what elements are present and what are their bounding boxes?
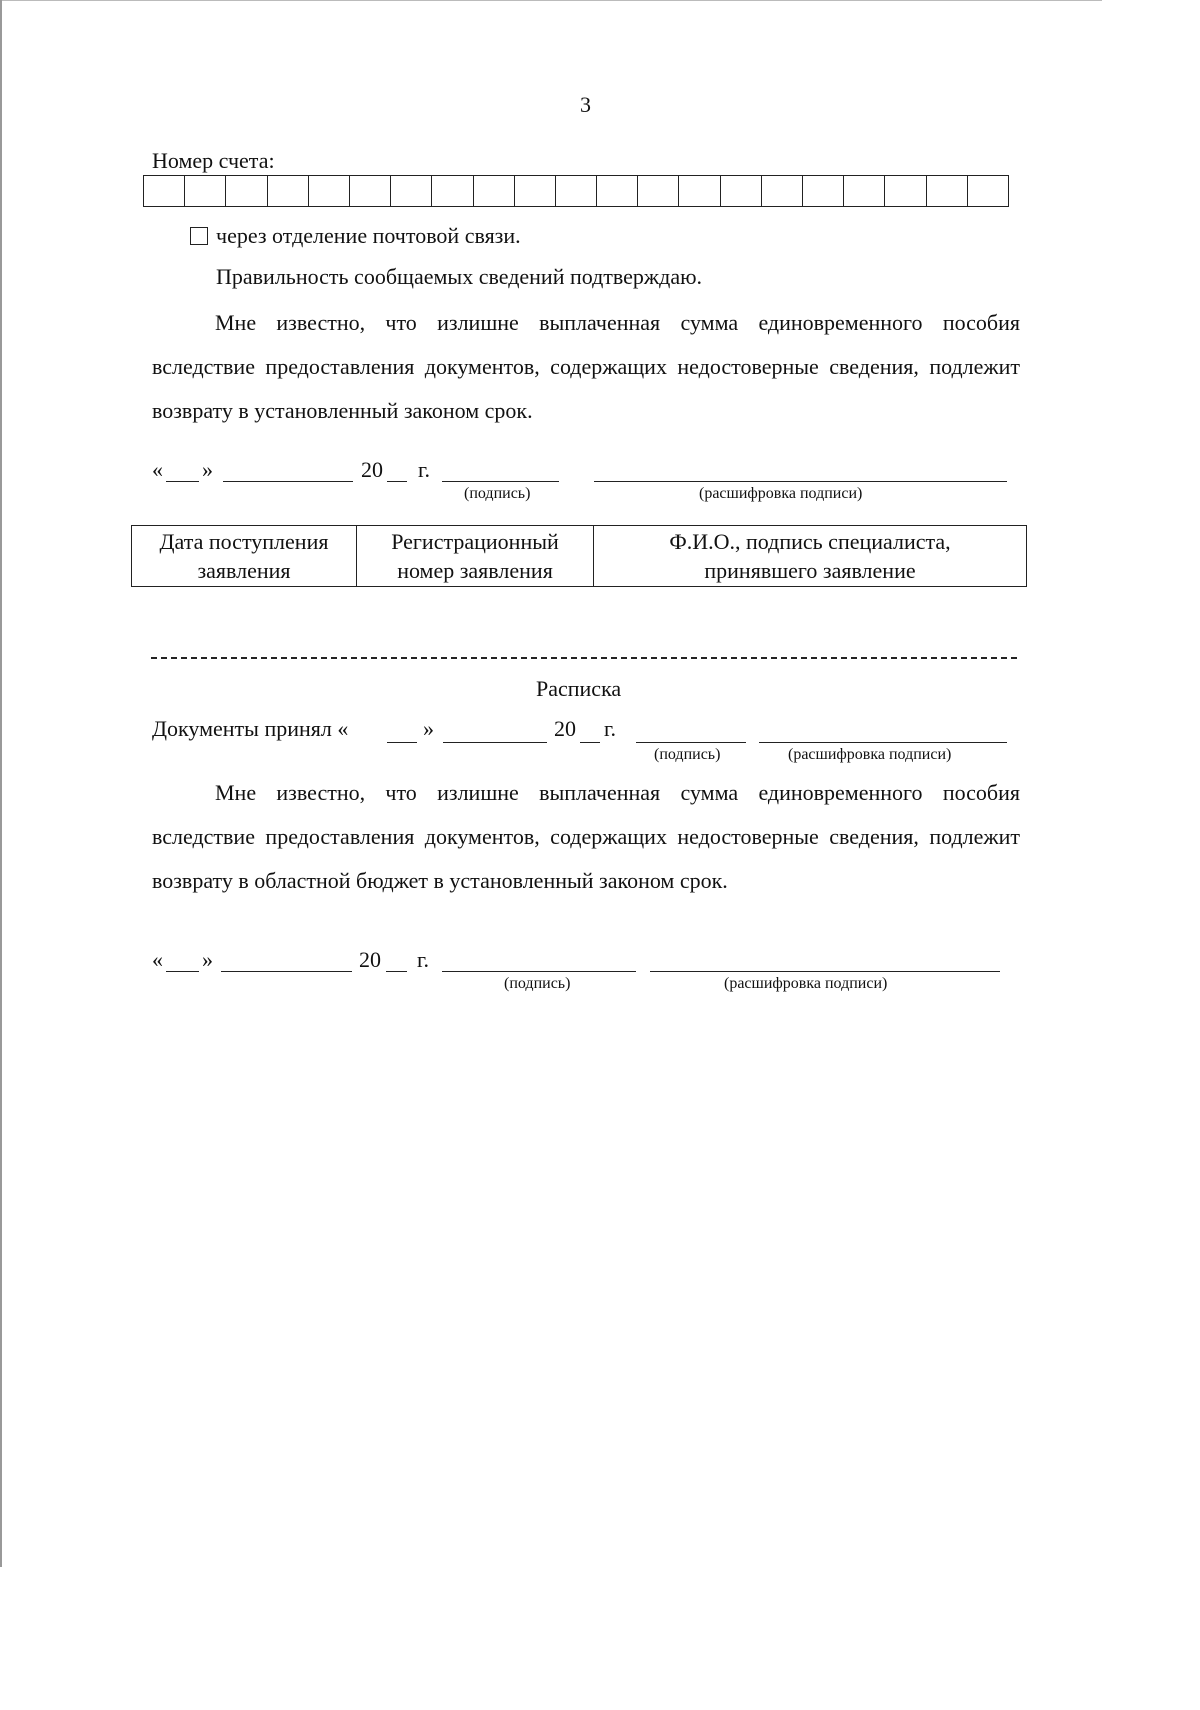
- year-suffix-2: г.: [417, 947, 430, 972]
- account-digit-cell[interactable]: [474, 176, 515, 206]
- receipt-signature-decode-caption: (расшифровка подписи): [788, 746, 952, 763]
- notice-paragraph-1: [152, 301, 1020, 433]
- table-header-cell-date: Дата поступления заявления: [132, 526, 357, 587]
- notice-1-text: Мне известно, что излишне выплаченная сумма единовременного пособия вследствие предоставления документов, содержащих недостоверные сведения, подлежит возврату в установленный законом срок.: [152, 310, 1020, 423]
- receipt-signature-decode-blank[interactable]: [759, 742, 1007, 743]
- postal-option-label: через отделение почтовой связи.: [216, 223, 521, 248]
- receipt-year-blank[interactable]: [580, 742, 600, 743]
- account-digit-cell[interactable]: [762, 176, 803, 206]
- account-digit-cell[interactable]: [391, 176, 432, 206]
- receipt-day-blank[interactable]: [387, 742, 417, 743]
- table-header-cell-reg-number: Регистрационный номер заявления: [357, 526, 594, 587]
- day-blank-2[interactable]: [166, 971, 199, 972]
- signature-decode-caption-1: (расшифровка подписи): [699, 485, 863, 502]
- receipt-title: Расписка: [536, 676, 622, 701]
- account-digit-cell[interactable]: [679, 176, 720, 206]
- page-number: 3: [580, 92, 591, 117]
- account-digit-cell[interactable]: [309, 176, 350, 206]
- month-blank-1[interactable]: [223, 481, 353, 482]
- account-digit-cell[interactable]: [844, 176, 885, 206]
- signature-caption-2: (подпись): [504, 975, 571, 992]
- account-digit-cell[interactable]: [638, 176, 679, 206]
- year-suffix-1: г.: [418, 457, 431, 482]
- notice-2-text: Мне известно, что излишне выплаченная сумма единовременного пособия вследствие предоставления документов, содержащих недостоверные сведения, подлежит возврату в областной бюджет в установленный законом срок.: [152, 780, 1020, 893]
- page-left-edge: [0, 0, 2, 1567]
- date-open-quote-2: «: [152, 947, 163, 972]
- signature-caption-1: (подпись): [464, 485, 531, 502]
- receipt-month-blank[interactable]: [443, 742, 547, 743]
- account-digit-cell[interactable]: [803, 176, 844, 206]
- account-digit-cell[interactable]: [268, 176, 309, 206]
- day-blank-1[interactable]: [166, 481, 199, 482]
- table-row: [132, 526, 1027, 587]
- confirmation-text: Правильность сообщаемых сведений подтверждаю.: [216, 264, 703, 289]
- account-digit-cell[interactable]: [226, 176, 267, 206]
- account-digit-cell[interactable]: [597, 176, 638, 206]
- year-blank-1[interactable]: [387, 481, 407, 482]
- postal-option-checkbox[interactable]: [190, 227, 208, 245]
- account-number-cells[interactable]: [143, 175, 1009, 207]
- month-blank-2[interactable]: [221, 971, 352, 972]
- receipt-signature-blank[interactable]: [636, 742, 746, 743]
- table-header-cell-specialist: Ф.И.О., подпись специалиста, принявшего заявление: [594, 526, 1027, 587]
- page-top-edge: [0, 0, 1102, 1]
- signature-blank-2[interactable]: [442, 971, 636, 972]
- receipt-close-quote: »: [423, 716, 434, 741]
- account-digit-cell[interactable]: [721, 176, 762, 206]
- notice-paragraph-2: [152, 771, 1020, 903]
- signature-decode-blank-2[interactable]: [650, 971, 1000, 972]
- date-close-quote-1: »: [202, 457, 213, 482]
- account-digit-cell[interactable]: [350, 176, 391, 206]
- receipt-year-suffix: г.: [604, 716, 617, 741]
- cut-line: [151, 657, 1017, 659]
- year-blank-2[interactable]: [386, 971, 407, 972]
- date-open-quote-1: «: [152, 457, 163, 482]
- documents-accepted-label: Документы принял «: [152, 716, 349, 741]
- signature-decode-blank-1[interactable]: [594, 481, 1007, 482]
- account-digit-cell[interactable]: [968, 176, 1008, 206]
- account-digit-cell[interactable]: [515, 176, 556, 206]
- account-digit-cell[interactable]: [927, 176, 968, 206]
- date-close-quote-2: »: [202, 947, 213, 972]
- signature-blank-1[interactable]: [442, 481, 559, 482]
- account-digit-cell[interactable]: [144, 176, 185, 206]
- account-number-label: Номер счета:: [152, 148, 275, 173]
- year-prefix-2: 20: [359, 947, 381, 972]
- account-digit-cell[interactable]: [432, 176, 473, 206]
- signature-decode-caption-2: (расшифровка подписи): [724, 975, 888, 992]
- receipt-year-prefix: 20: [554, 716, 576, 741]
- registration-table: [131, 525, 1027, 587]
- account-digit-cell[interactable]: [556, 176, 597, 206]
- account-digit-cell[interactable]: [185, 176, 226, 206]
- year-prefix-1: 20: [361, 457, 383, 482]
- receipt-signature-caption: (подпись): [654, 746, 721, 763]
- account-digit-cell[interactable]: [885, 176, 926, 206]
